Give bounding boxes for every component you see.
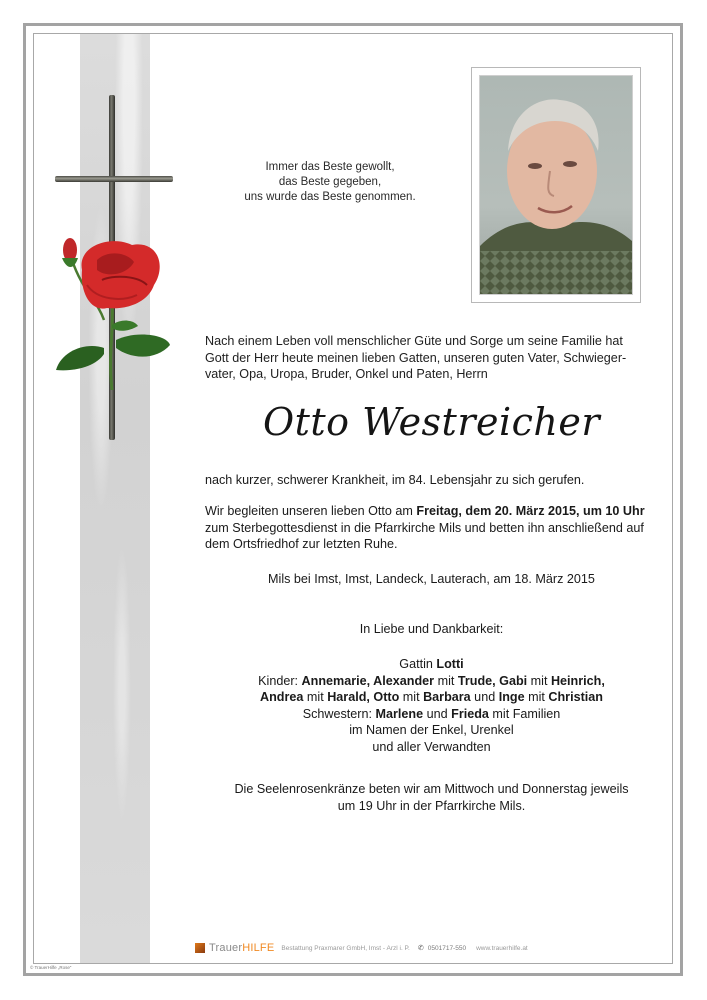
funeral-line-3: dem Ortsfriedhof zur letzten Ruhe. <box>205 537 398 551</box>
footer-website-link[interactable]: www.trauerhilfe.at <box>476 944 528 952</box>
funeral-details <box>205 503 660 553</box>
verse-line: das Beste gegeben, <box>278 176 382 188</box>
rosary-notice <box>200 781 663 814</box>
rosary-line: Die Seelenrosenkränze beten wir am Mittwoch und Donnerstag jeweils <box>234 782 629 796</box>
child-name: Trude, Gabi <box>457 673 528 688</box>
thanks-heading: In Liebe und Dankbarkeit: <box>359 622 504 636</box>
death-statement: nach kurzer, schwerer Krankheit, im 84. Lebensjahr zu sich gerufen. <box>205 473 585 487</box>
child-name: Annemarie, Alexander <box>301 673 435 688</box>
child-name: Andrea <box>260 690 304 705</box>
wife-line <box>200 656 663 673</box>
child-name: Inge <box>498 690 525 705</box>
decorative-gray-strip <box>80 34 150 963</box>
sister-name: Marlene <box>375 706 424 721</box>
wife-name: Lotti <box>436 657 464 671</box>
children-line-1 <box>200 673 663 690</box>
connector: und <box>470 690 499 705</box>
cross-beam <box>55 176 173 182</box>
children-line-2 <box>200 689 663 706</box>
connector: mit <box>524 690 549 705</box>
child-name: Barbara <box>423 690 471 705</box>
phone-icon: ✆ <box>417 945 424 952</box>
connector: mit <box>527 673 551 688</box>
verse-line: uns wurde das Beste genommen. <box>244 191 416 203</box>
deceased-name: Otto Westreicher <box>262 400 601 444</box>
children-label: Kinder: <box>258 673 302 688</box>
funeral-date-time: Freitag, dem 20. März 2015, um 10 Uhr <box>416 504 645 518</box>
funeral-line-1 <box>205 503 660 520</box>
connector: mit <box>434 673 458 688</box>
sister-name: Frieda <box>451 706 489 721</box>
grandchildren-line: im Namen der Enkel, Urenkel <box>349 723 514 738</box>
relatives-line: und aller Verwandten <box>372 739 491 754</box>
verse-line: Immer das Beste gewollt, <box>265 161 395 173</box>
rosary-line: um 19 Uhr in der Pfarrkirche Mils. <box>337 798 526 813</box>
sisters-suffix: mit Familien <box>488 706 561 721</box>
child-name: Heinrich, <box>550 673 605 688</box>
child-name: Harald, Otto <box>327 690 400 705</box>
sisters-label: Schwestern: <box>302 706 376 721</box>
connector: und <box>423 706 452 721</box>
footer-brand <box>209 942 274 954</box>
wife-label: Gattin <box>399 657 437 671</box>
brand-part-a: Trauer <box>209 942 243 954</box>
intro-line: Nach einem Leben voll menschlicher Güte und Sorge um seine Familie hat <box>205 334 623 348</box>
brand-part-b: HILFE <box>242 942 275 954</box>
footer <box>195 941 528 955</box>
image-credit: © TrauerHilfe „Rose“ <box>30 965 72 970</box>
intro-paragraph <box>205 333 660 383</box>
memorial-verse <box>200 160 460 205</box>
mourners-list <box>200 656 663 756</box>
sisters-line <box>200 706 663 723</box>
rose-icon <box>42 230 177 390</box>
connector: mit <box>399 690 424 705</box>
connector: mit <box>303 690 328 705</box>
portrait-photo <box>479 75 633 295</box>
footer-company: Bestattung Praxmarer GmbH, Imst - Arzl i. P. <box>281 944 410 952</box>
intro-line: Gott der Herr heute meinen lieben Gatten, unseren guten Vater, Schwieger- <box>205 350 627 365</box>
trauerhilfe-logo-icon <box>195 943 205 953</box>
intro-line: vater, Opa, Uropa, Bruder, Onkel und Paten, Herrn <box>205 367 488 381</box>
place-and-date: Mils bei Imst, Imst, Landeck, Lauterach, am 18. März 2015 <box>268 572 595 586</box>
funeral-line-2: zum Sterbegottesdienst in die Pfarrkirche Mils und betten ihn anschließend auf <box>205 520 644 535</box>
child-name: Christian <box>548 690 603 705</box>
footer-phone: 0501717-550 <box>427 944 467 952</box>
funeral-prefix: Wir begleiten unseren lieben Otto am <box>205 504 417 518</box>
